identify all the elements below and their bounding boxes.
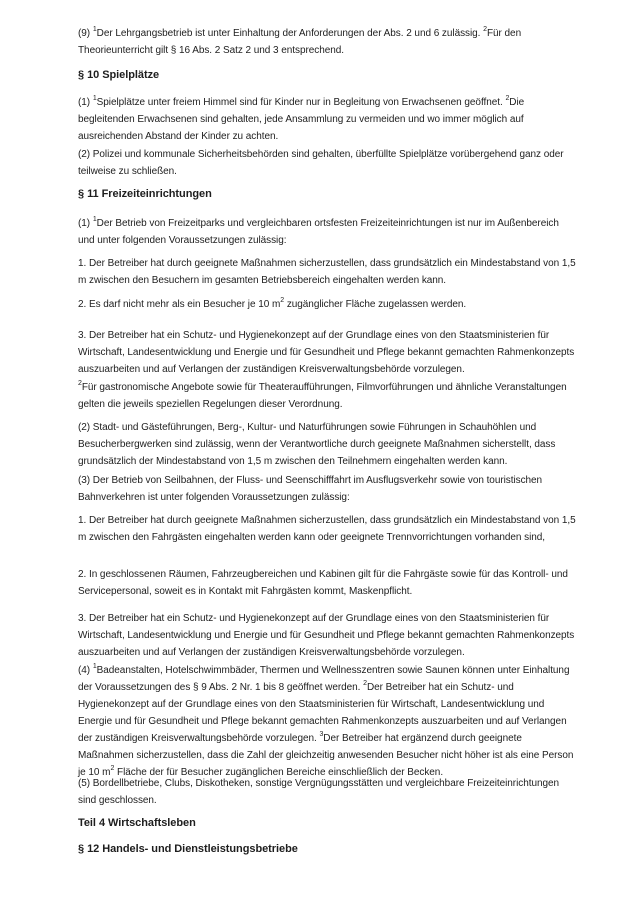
- paragraph: 1. Der Betreiber hat durch geeignete Maßnahmen sicherzustellen, dass grundsätzlich ein Mindestabstand von 1,5 m zwischen den Fahrgästen eingehalten werden kann oder geeignete Trennvorrichtungen vorhanden sind,: [78, 515, 576, 543]
- paragraph: (4) $^1$Badeanstalten, Hotelschwimmbäder, Thermen und Wellnesszentren sowie Saunen können unter Einhaltung der Voraussetzungen des § 9 Abs. 2 Nr. 1 bis 8 geöffnet werden. $^2$Der Betreiber hat ein Schutz- und Hygienekonzept auf der Grundlage eines von den Staatsministerien für Wirtschaft, Landesentwicklung und Energie und für Gesundheit und Pflege bekannt gemachten Rahmenkonzepts auszuarbeiten und auf Verlangen der zuständigen Kreisverwaltungsbehörde vorzulegen. $^3$Der Betreiber hat ergänzend durch geeignete Maßnahmen sicherzustellen, dass die Zahl der gleichzeitig anwesenden Besucher nicht höher ist als eine Person je 10 $m^2$ Fläche der für Besucher zugänglichen Bereiche einschließlich der Becken.: [78, 662, 574, 778]
- paragraph: 3. Der Betreiber hat ein Schutz- und Hygienekonzept auf der Grundlage eines von den Staatsministerien für Wirtschaft, Landesentwicklung und Energie und für Gesundheit und Pflege bekannt gemachten Rahmenkonzepts auszuarbeiten und auf Verlangen der zuständigen Kreisverwaltungsbehörde vorzulegen.: [78, 330, 575, 375]
- section-heading: Teil 4 Wirtschaftsleben: [78, 817, 196, 829]
- paragraph: (3) Der Betrieb von Seilbahnen, der Fluss- und Seenschifffahrt im Ausflugsverkehr sowie von touristischen Bahnverkehren ist unter folgenden Voraussetzungen zulässig:: [78, 475, 543, 503]
- sentence-number: 2: [280, 296, 285, 304]
- paragraph: 2. In geschlossenen Räumen, Fahrzeugbereichen und Kabinen gilt für die Fahrgäste sowie für das Kontroll- und Servicepersonal, soweit es in Kontakt mit Fahrgästen kommt, Maskenpflicht.: [78, 569, 568, 597]
- section-heading: § 11 Freizeiteinrichtungen: [78, 188, 212, 200]
- sentence-number: 3: [319, 730, 324, 738]
- paragraph: (1) $^1$Spielplätze unter freiem Himmel sind für Kinder nur in Begleitung von Erwachsenen geöffnet. $^2$Die begleitenden Erwachsenen sind gehalten, jede Ansammlung zu vermeiden und wo immer möglich auf ausreichenden Abstand der Kinder zu achten.: [78, 94, 525, 142]
- paragraph: (2) Stadt- und Gästeführungen, Berg-, Kultur- und Naturführungen sowie Führungen in Schauhöhlen und Besucherbergwerken sind zulässig, wenn der Verantwortliche durch geeignete Maßnahmen sicherstellt, dass grundsätzlich der Mindestabstand von 1,5 m zwischen den Teilnehmern eingehalten werden kann.: [78, 422, 556, 467]
- paragraph: 3. Der Betreiber hat ein Schutz- und Hygienekonzept auf der Grundlage eines von den Staatsministerien für Wirtschaft, Landesentwicklung und Energie und für Gesundheit und Pflege bekannt gemachten Rahmenkonzepts auszuarbeiten und auf Verlangen der zuständigen Kreisverwaltungsbehörde vorzulegen.: [78, 613, 575, 658]
- paragraph: 1. Der Betreiber hat durch geeignete Maßnahmen sicherzustellen, dass grundsätzlich ein Mindestabstand von 1,5 m zwischen den Besuchern im gesamten Betriebsbereich eingehalten werden kann.: [78, 258, 576, 286]
- sentence-number: 2: [505, 94, 510, 102]
- sentence-number: 1: [92, 94, 97, 102]
- paragraph: $^2$Für gastronomische Angebote sowie für Theateraufführungen, Filmvorführungen und ähnliche Veranstaltungen gelten die jeweils speziellen Regelungen dieser Verordnung.: [78, 379, 567, 410]
- paragraph: 2. Es darf nicht mehr als ein Besucher je 10 $m^2$ zugänglicher Fläche zugelassen werden.: [78, 296, 467, 310]
- paragraph: (2) Polizei und kommunale Sicherheitsbehörden sind gehalten, überfüllte Spielplätze vorübergehend ganz oder teilweise zu schließen.: [78, 149, 564, 177]
- sentence-number: 1: [92, 215, 97, 223]
- paragraph: (5) Bordellbetriebe, Clubs, Diskotheken, sonstige Vergnügungsstätten und vergleichbare Freizeiteinrichtungen sind geschlossen.: [78, 778, 559, 806]
- sentence-number: 1: [92, 662, 97, 670]
- sentence-number: 2: [110, 764, 115, 772]
- sentence-number: 1: [92, 25, 97, 33]
- paragraph: (1) $^1$Der Betrieb von Freizeitparks und vergleichbaren ortsfesten Freizeiteinrichtungen ist nur im Außenbereich und unter folgenden Voraussetzungen zulässig:: [78, 215, 559, 246]
- sentence-number: 2: [363, 679, 367, 687]
- paragraph: (9) $^1$Der Lehrgangsbetrieb ist unter Einhaltung der Anforderungen der Abs. 2 und 6 zulässig. $^2$Für den Theorieunterricht gilt § 16 Abs. 2 Satz 2 und 3 entsprechend.: [78, 25, 522, 56]
- sentence-number: 2: [78, 379, 82, 387]
- sentence-number: 2: [483, 25, 487, 33]
- section-heading: § 12 Handels- und Dienstleistungsbetriebe: [78, 843, 298, 855]
- section-heading: § 10 Spielplätze: [78, 69, 160, 81]
